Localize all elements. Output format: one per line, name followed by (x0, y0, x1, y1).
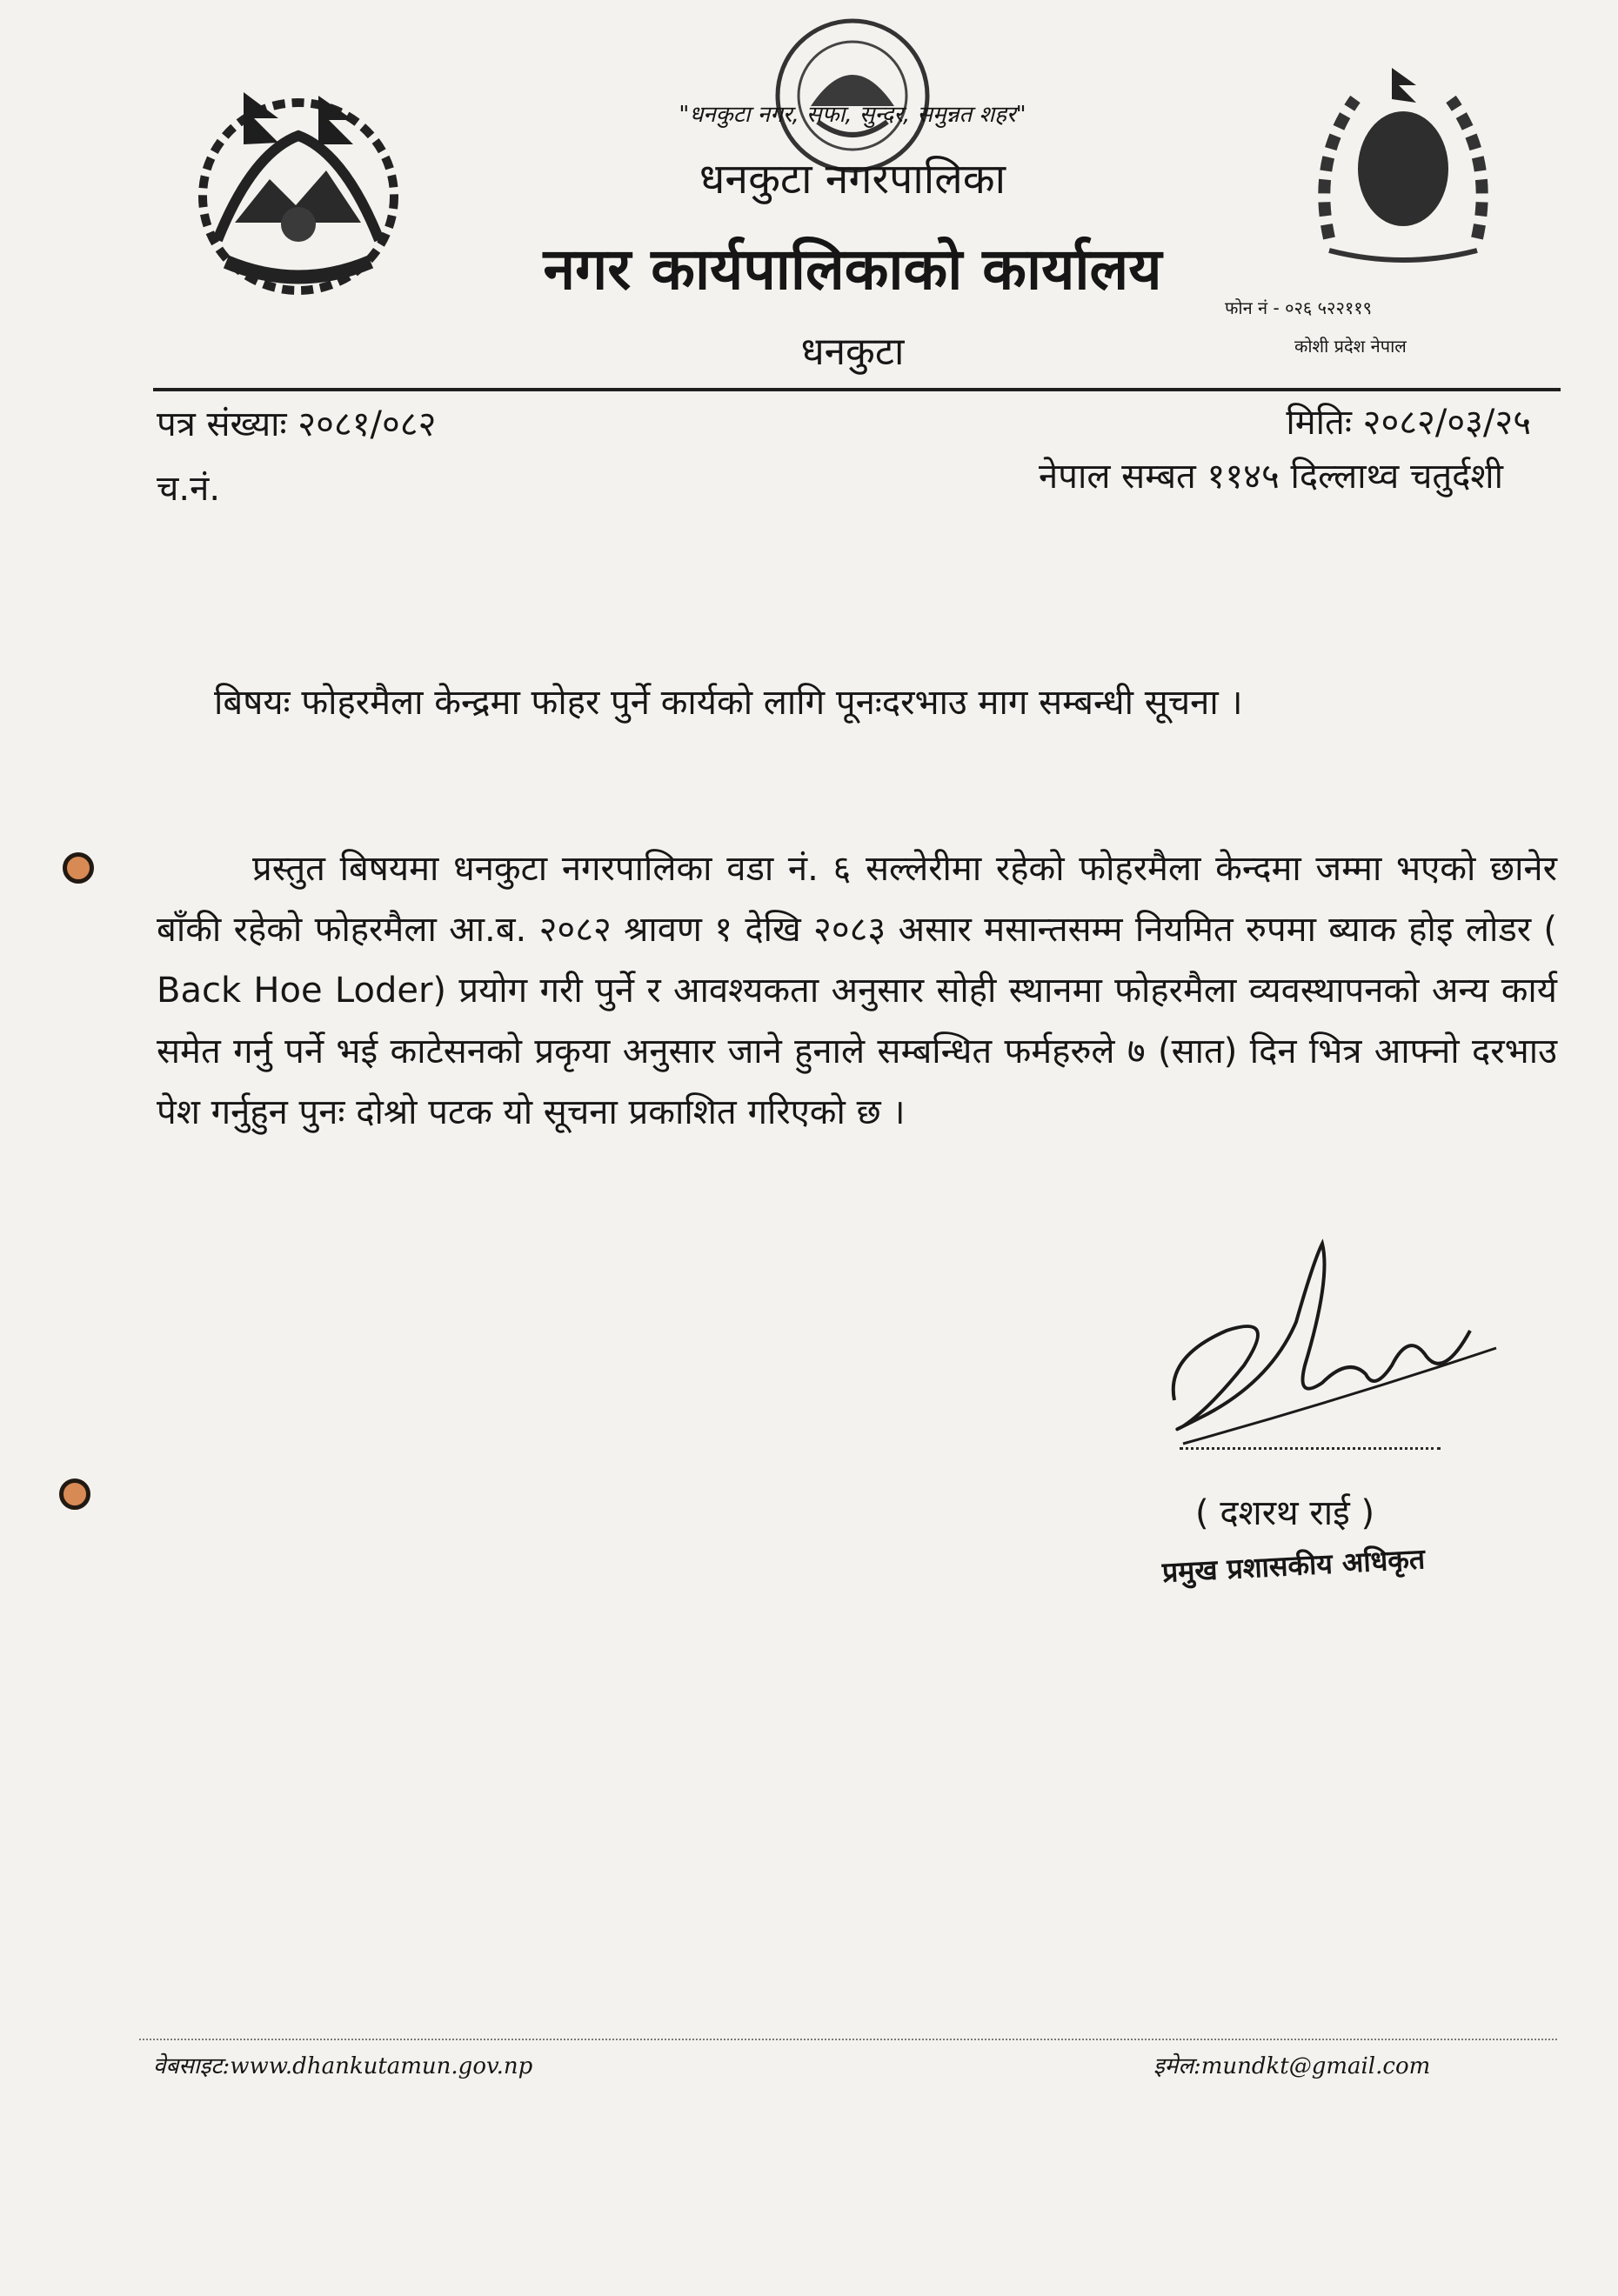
header-divider (153, 388, 1561, 391)
office-name: नगर कार्यपालिकाको कार्यालय (543, 236, 1162, 303)
signature-icon (1148, 1226, 1514, 1470)
footer-website: वेबसाइट:www.dhankutamun.gov.np (153, 2053, 533, 2079)
municipality-name: धनकुटा नगरपालिका (699, 155, 1006, 204)
municipality-motto: "धनकुटा नगर, सफा, सुन्दर, समुन्नत शहर" (679, 102, 1026, 128)
subject-line: बिषयः फोहरमैला केन्द्रमा फोहर पुर्ने कार्यको लागि पूनःदरभाउ माग सम्बन्धी सूचना । (214, 683, 1243, 723)
nepal-emblem-icon (183, 75, 414, 310)
phone-number: फोन नं - ०२६ ५२२११९ (1225, 297, 1373, 318)
municipal-emblem-icon (1294, 64, 1512, 270)
footer-divider (139, 2039, 1557, 2040)
footer-email: इमेल:mundkt@gmail.com (1153, 2053, 1431, 2079)
punch-hole (63, 852, 94, 884)
notice-body (157, 838, 1557, 1143)
nepal-samvat-date: नेपाल सम्बत ११४५ दिल्लाथ्व चतुर्दशी (1039, 457, 1503, 497)
reference-number: पत्र संख्याः २०८१/०८२ (157, 404, 437, 444)
signatory-designation: प्रमुख प्रशासकीय अधिकृत (1161, 1542, 1426, 1589)
punch-hole (59, 1478, 90, 1510)
body-paragraph: प्रस्तुत बिषयमा धनकुटा नगरपालिका वडा नं. ६ सल्लेरीमा रहेको फोहरमैला केन्दमा जम्मा भएको छानेर बाँकी रहेको फोहरमैला आ.ब. २०८२ श्रावण १ देखि २०८३ असार मसान्तसम्म नियमित रुपमा ब्याक होइ लोडर ( Back Hoe Loder) प्रयोग गरी पुर्ने र आवश्यकता अनुसार सोही स्थानमा फोहरमैला व्यवस्थापनको अन्य कार्य समेत गर्नु पर्ने भई काटेसनको प्रकृया अनुसार जाने हुनाले सम्बन्धित फर्महरुले ७ (सात) दिन भित्र आफ्नो दरभाउ पेश गर्नुहुन पुनः दोश्रो पटक यो सूचना प्रकाशित गरिएको छ । (157, 849, 1557, 1132)
letter-date: मितिः २०८२/०३/२५ (1286, 403, 1531, 443)
signature-line (1180, 1447, 1441, 1450)
province-name: कोशी प्रदेश नेपाल (1294, 336, 1407, 357)
office-location: धनकुटा (800, 330, 905, 374)
dispatch-number: च.नं. (157, 469, 221, 509)
signatory-name: ( दशरथ राई ) (1195, 1493, 1375, 1533)
